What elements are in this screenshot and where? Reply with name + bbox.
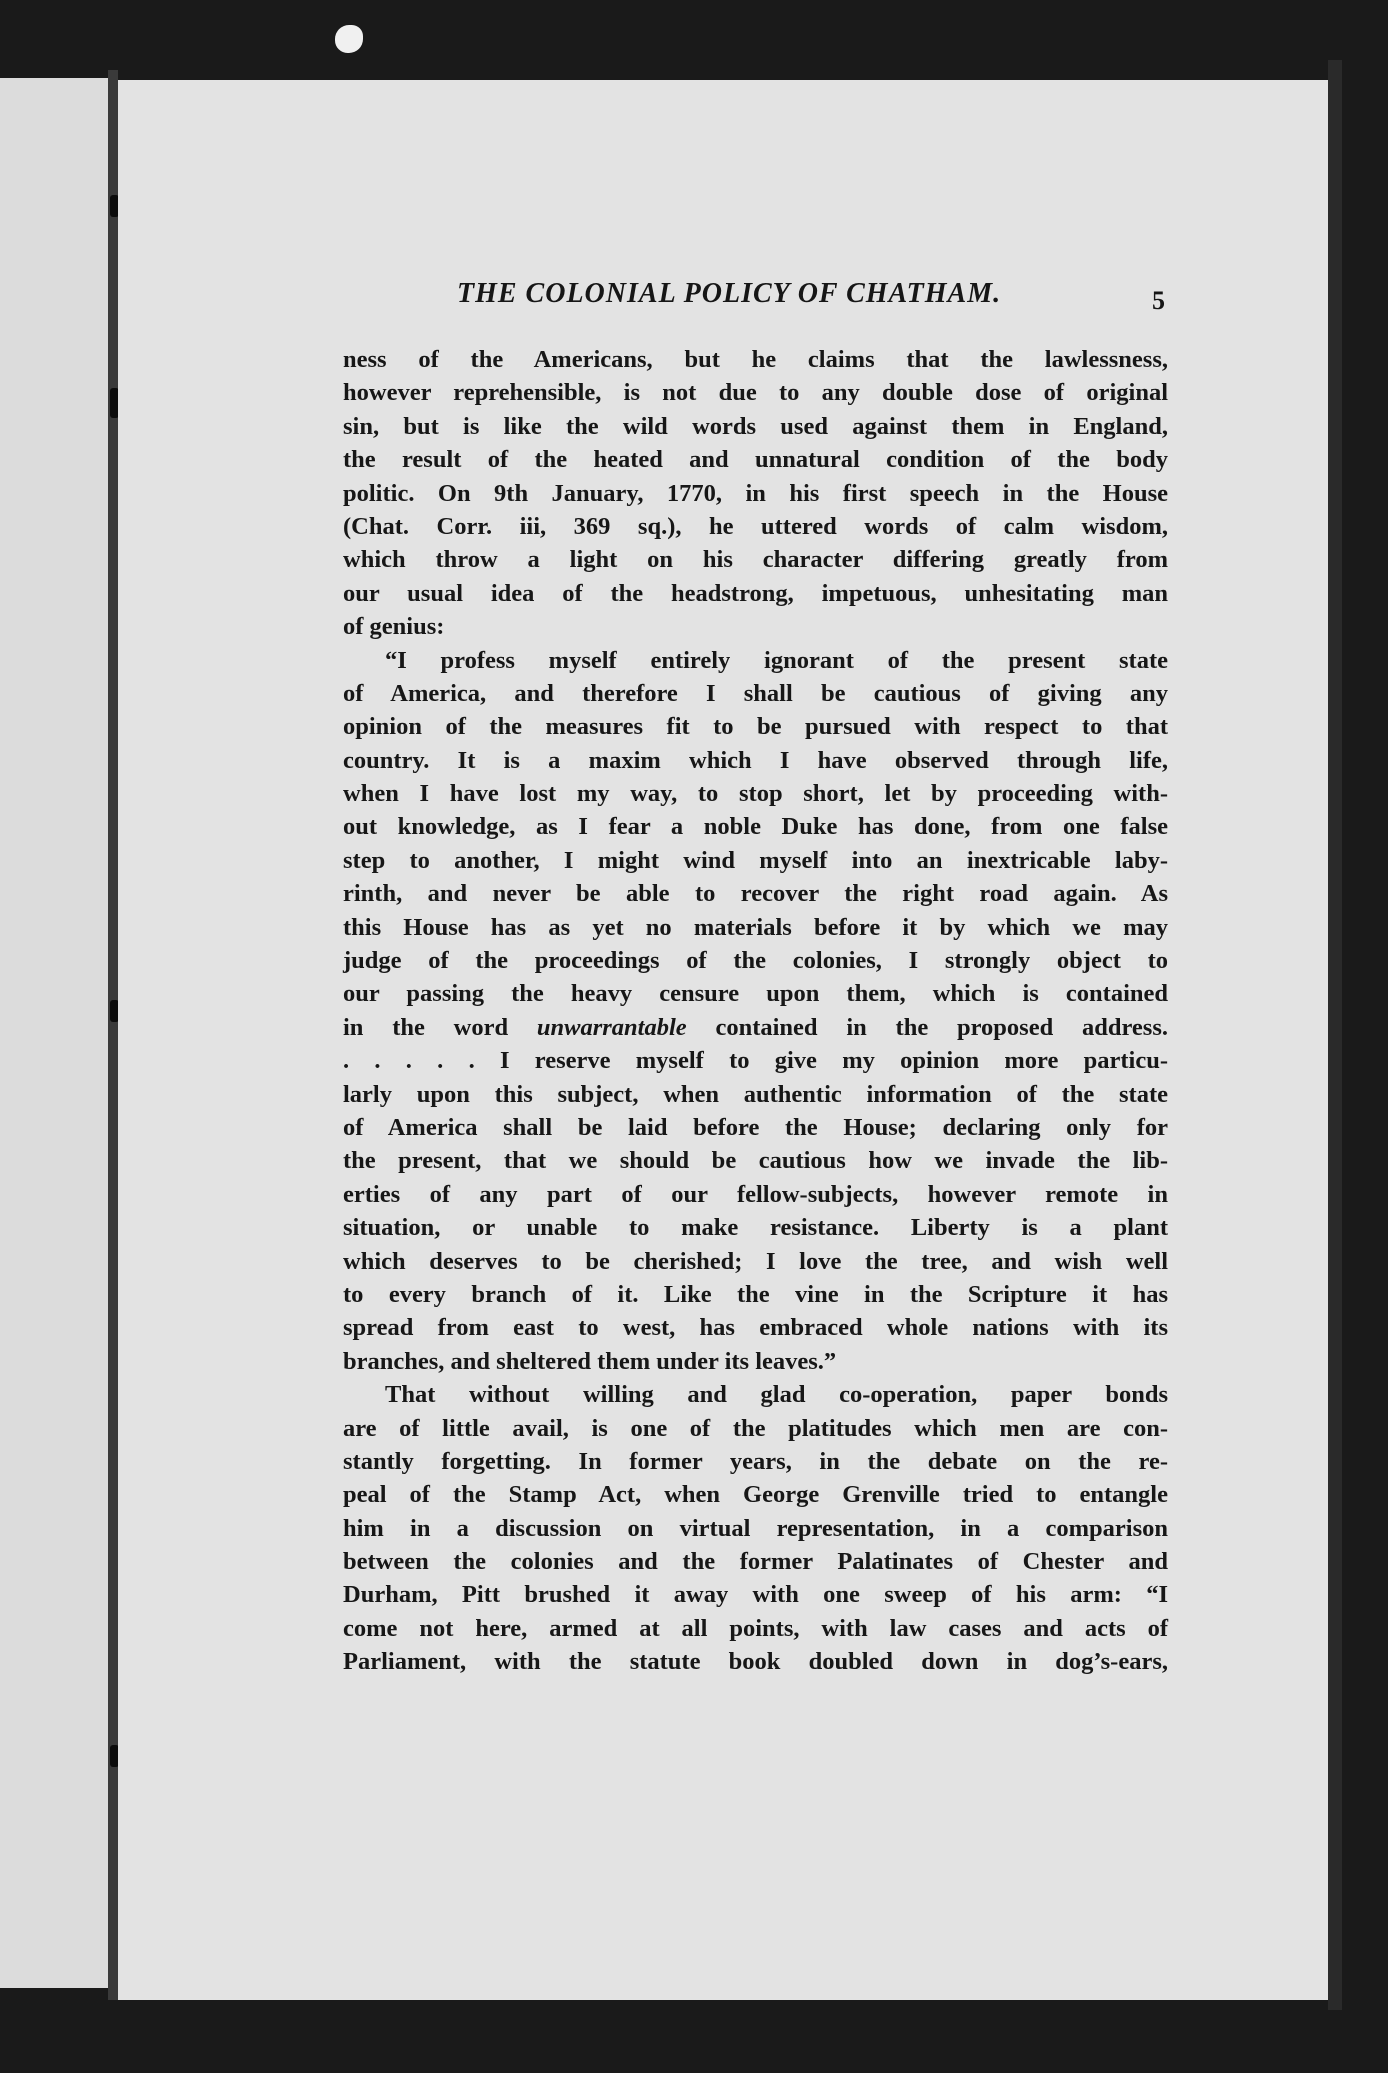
text-line: this House has as yet no materials before it by which we may	[343, 913, 1168, 941]
text-line: opinion of the measures fit to be pursued with respect to that	[343, 713, 1168, 741]
italic-word: unwarrantable	[536, 1013, 687, 1041]
text-run: in the word	[343, 1013, 537, 1041]
text-line: larly upon this subject, when authentic information of the state	[343, 1080, 1168, 1108]
text-line: of America shall be laid before the House; declaring only for	[343, 1113, 1168, 1141]
text-line: of genius:	[343, 613, 445, 641]
text-run: contained in the proposed address.	[686, 1013, 1168, 1041]
text-line: however reprehensible, is not due to any double dose of original	[343, 379, 1168, 407]
text-line: our passing the heavy censure upon them, which is contained	[343, 980, 1168, 1008]
text-line: situation, or unable to make resistance. Liberty is a plant	[343, 1214, 1168, 1242]
text-line: of America, and therefore I shall be cautious of giving any	[343, 679, 1168, 707]
text-line: out knowledge, as I fear a noble Duke has done, from one false	[343, 813, 1168, 841]
text-line: which throw a light on his character differing greatly from	[343, 546, 1168, 574]
text-line: politic. On 9th January, 1770, in his first speech in the House	[343, 479, 1168, 507]
film-blot	[335, 25, 363, 53]
text-line: when I have lost my way, to stop short, let by proceeding with-	[343, 780, 1168, 808]
text-line: the result of the heated and unnatural condition of the body	[343, 446, 1168, 474]
text-line: (Chat. Corr. iii, 369 sq.), he uttered words of calm wisdom,	[343, 512, 1168, 540]
facing-page-edge	[0, 78, 108, 1988]
text-line: erties of any part of our fellow-subjects, however remote in	[343, 1180, 1168, 1208]
text-line: sin, but is like the wild words used against them in England,	[343, 412, 1168, 440]
text-line: between the colonies and the former Palatinates of Chester and	[343, 1548, 1168, 1576]
text-line: branches, and sheltered them under its leaves.”	[343, 1347, 837, 1375]
text-line: step to another, I might wind myself into an inextricable laby-	[343, 846, 1168, 874]
text-line: Durham, Pitt brushed it away with one sweep of his arm: “I	[343, 1581, 1168, 1609]
text-line: come not here, armed at all points, with law cases and acts of	[343, 1614, 1168, 1642]
text-line: peal of the Stamp Act, when George Grenville tried to entangle	[343, 1481, 1168, 1509]
text-line: are of little avail, is one of the platitudes which men are con-	[343, 1414, 1168, 1442]
body-text	[343, 343, 1168, 1679]
page-number: 5	[1152, 286, 1165, 315]
text-line: Parliament, with the statute book doubled down in dog’s-ears,	[343, 1648, 1168, 1676]
text-line: judge of the proceedings of the colonies, I strongly object to	[343, 947, 1168, 975]
text-line: spread from east to west, has embraced whole nations with its	[343, 1314, 1168, 1342]
running-header: THE COLONIAL POLICY OF CHATHAM.	[457, 278, 1002, 309]
text-line: ness of the Americans, but he claims that the lawlessness,	[343, 346, 1168, 373]
text-line: to every branch of it. Like the vine in the Scripture it has	[343, 1280, 1168, 1308]
text-line: . . . . . I reserve myself to give my opinion more particu-	[343, 1047, 1168, 1075]
text-line: That without willing and glad co-operation, paper bonds	[385, 1381, 1168, 1409]
text-line: “I profess myself entirely ignorant of the present state	[385, 646, 1168, 674]
text-line: stantly forgetting. In former years, in the debate on the re-	[343, 1447, 1168, 1475]
text-line: him in a discussion on virtual representation, in a comparison	[343, 1514, 1168, 1542]
text-line: country. It is a maxim which I have observed through life,	[343, 746, 1168, 774]
text-line: which deserves to be cherished; I love the tree, and wish well	[343, 1247, 1168, 1275]
text-line-with-italic	[343, 1011, 1168, 1044]
gutter-shadow	[108, 70, 118, 2000]
text-line: rinth, and never be able to recover the right road again. As	[343, 880, 1168, 908]
text-line: the present, that we should be cautious how we invade the lib-	[343, 1147, 1168, 1175]
page-edge	[1328, 60, 1342, 2010]
text-line: our usual idea of the headstrong, impetuous, unhesitating man	[343, 579, 1168, 607]
